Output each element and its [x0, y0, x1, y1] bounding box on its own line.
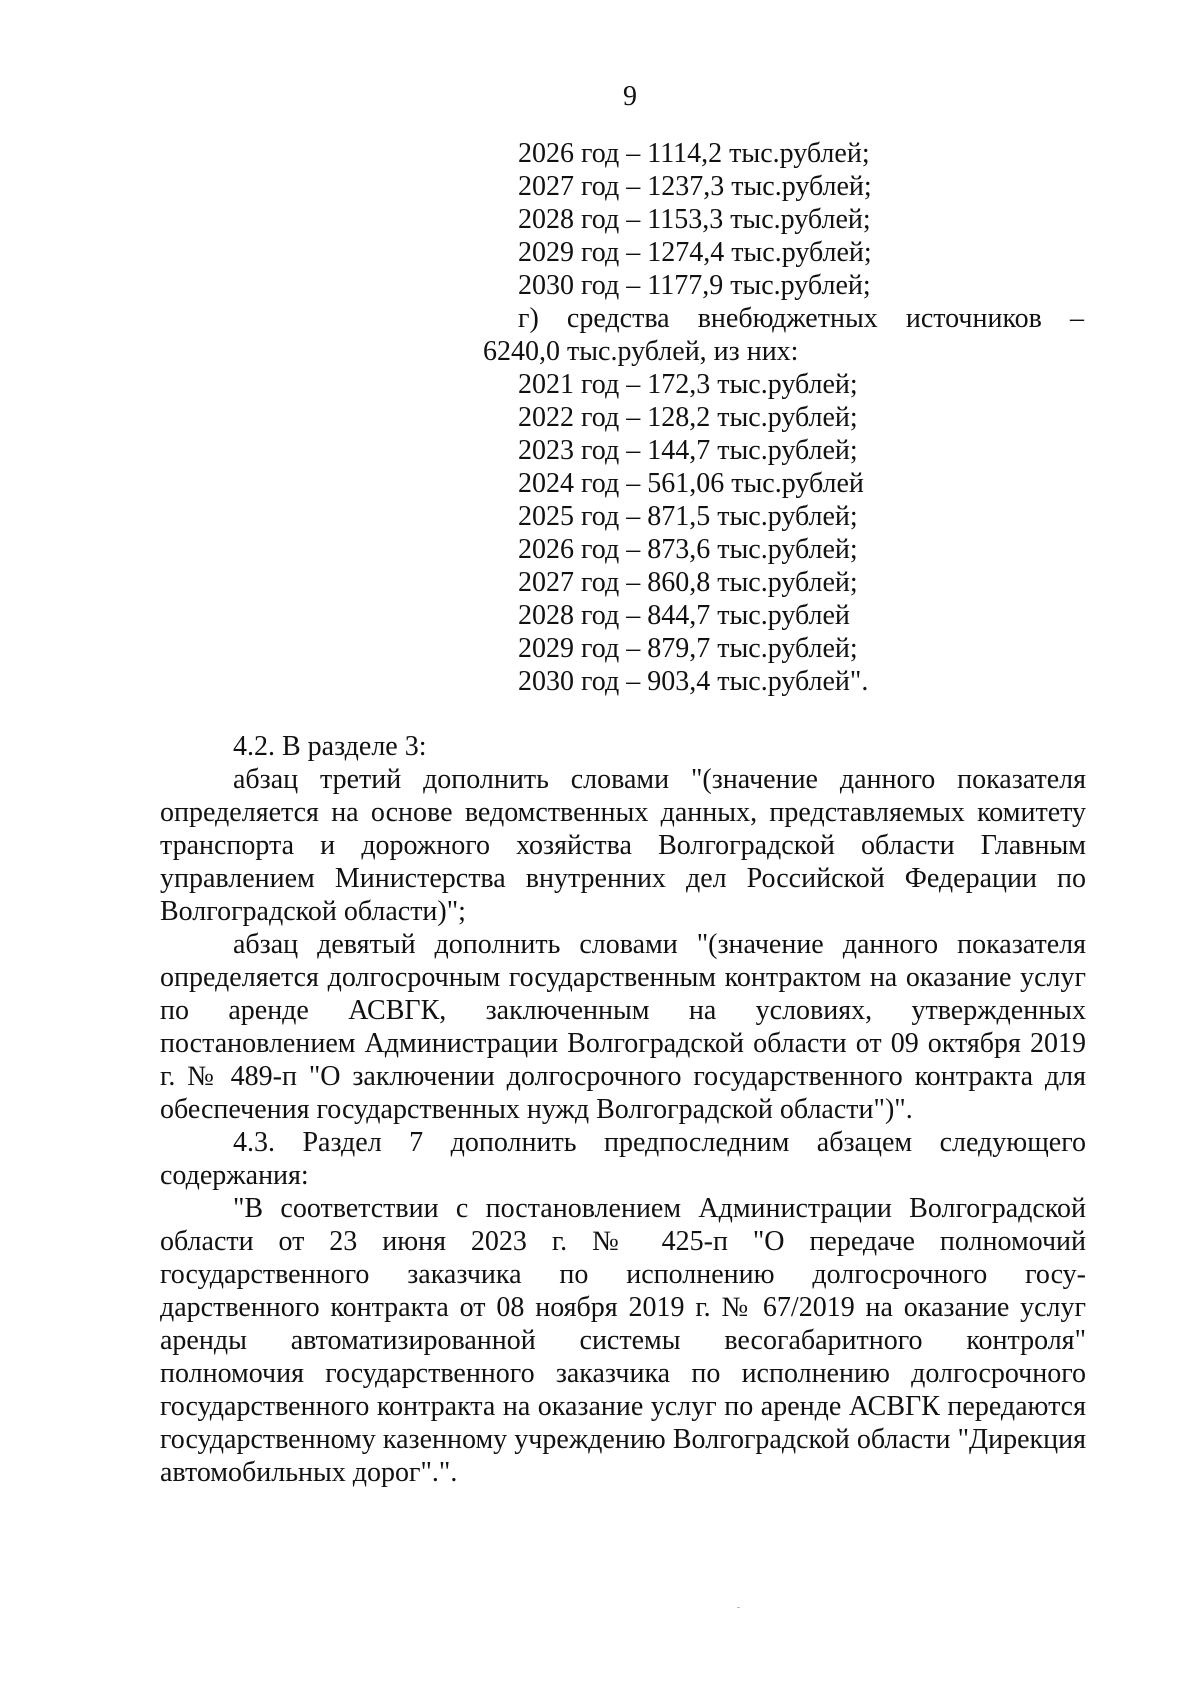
- list-item: 2026 год – 1114,2 тыс.рублей;: [518, 138, 870, 169]
- extrabudget-heading-line2: 6240,0 тыс.рублей, из них:: [483, 336, 799, 367]
- list-item: 2027 год – 1237,3 тыс.рублей;: [518, 171, 872, 202]
- list-item: 2030 год – 903,4 тыс.рублей".: [518, 666, 869, 697]
- paragraph-amendment-9: абзац девятый дополнить словами "(значение данного показателя определяется долгосрочным государственным контрактом на оказание услуг по аренде АСВГК, заключенным на условиях, утвержденных постановлением Администрации Волгоградской области от 09 октября 2019 г. № 489-п "О заключении долгосрочного государственного контракта для обеспечения государственных нужд Волгоградской области")".: [160, 929, 1086, 1125]
- scan-speck: [737, 1607, 740, 1608]
- list-item: 2023 год – 144,7 тыс.рублей;: [518, 435, 858, 466]
- list-item: 2029 год – 1274,4 тыс.рублей;: [518, 237, 872, 268]
- list-item: 2027 год – 860,8 тыс.рублей;: [518, 567, 858, 598]
- document-body: [160, 730, 1086, 1489]
- list-item: 2022 год – 128,2 тыс.рублей;: [518, 402, 858, 433]
- page-number: 9: [623, 81, 637, 112]
- section-4-3-heading: 4.3. Раздел 7 дополнить предпоследним абзацем следующего содержания:: [160, 1127, 1086, 1191]
- list-item: 2028 год – 844,7 тыс.рублей: [518, 600, 850, 631]
- section-4-2-heading: 4.2. В разделе 3:: [233, 731, 427, 762]
- list-item: 2024 год – 561,06 тыс.рублей: [518, 468, 864, 499]
- extrabudget-heading-line1: г) средства внебюджетных источников –: [518, 303, 1084, 334]
- financing-list: [483, 137, 1084, 698]
- list-item: 2021 год – 172,3 тыс.рублей;: [518, 369, 858, 400]
- list-item: 2026 год – 873,6 тыс.рублей;: [518, 534, 858, 565]
- list-item: 2030 год – 1177,9 тыс.рублей;: [518, 270, 871, 301]
- list-item: 2029 год – 879,7 тыс.рублей;: [518, 633, 858, 664]
- paragraph-section-7-addition: "В соответствии с постановлением Администрации Волгоградской области от 23 июня 2023 г. № 425-п "О передаче полномочий государственного заказчика по исполнению долгосрочного госу-дарственного контракта от 08 ноября 2019 г. № 67/2019 на оказание услуг аренды автоматизированной системы весогабаритного контроля" полномочия государственного заказчика по исполнению долгосрочного государственного контракта на оказание услуг по аренде АСВГК передаются государственному казенному учреждению Волгоградской области "Дирекция автомобильных дорог".".: [160, 1193, 1086, 1488]
- list-item: 2025 год – 871,5 тыс.рублей;: [518, 501, 858, 532]
- list-item: 2028 год – 1153,3 тыс.рублей;: [518, 204, 871, 235]
- paragraph-amendment-3: абзац третий дополнить словами "(значение данного показателя определяется на основе ведомственных данных, представляемых комитету транспорта и дорожного хозяйства Волгоградской области Главным управлением Министерства внутренних дел Российской Федерации по Волгоградской области)";: [160, 764, 1086, 927]
